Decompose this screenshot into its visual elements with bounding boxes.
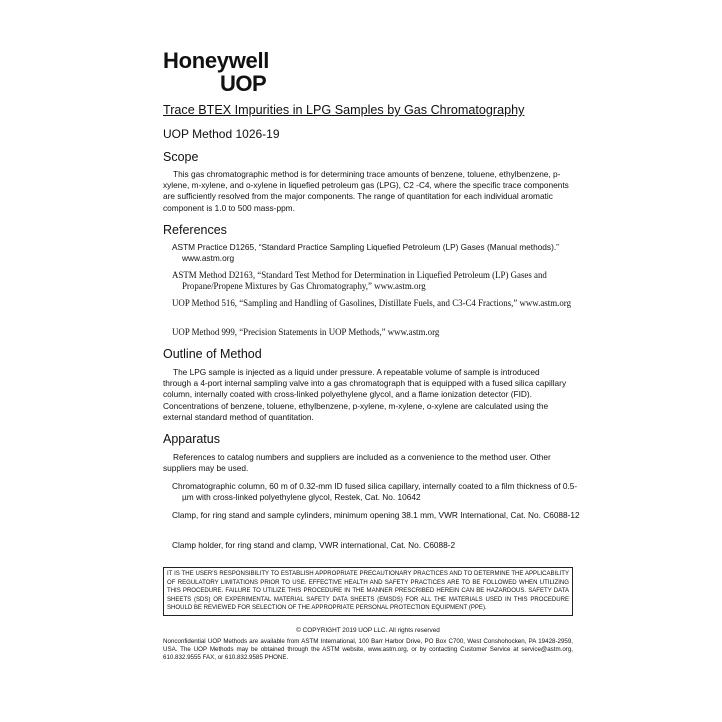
- reference-item: ASTM Method D2163, “Standard Test Method for Determination in Liquefied Petroleum (LP) Gases and Propane/Propene Mixtures by Gas Chromatography,” www.astm.org: [172, 270, 547, 292]
- outline-text: The LPG sample is injected as a liquid under pressure. A repeatable volume of sample is introduced through a 4-port internal sampling valve into a gas chromatograph that is equipped with a fused silica capillary column, internally coated with cross-linked polyethylene glycol, and a flame ionization detector (FID). Concentrations of benzene, toluene, ethylbenzene, p-xylene, m-xylene, o-xylene are calculated using the external standard method of quantitation.: [163, 367, 567, 422]
- reference-item: ASTM Practice D1265, “Standard Practice Sampling Liquefied Petroleum (LP) Gases (Manual methods).” www.astm.org: [172, 242, 559, 264]
- copyright-notice: © COPYRIGHT 2019 UOP LLC. All rights reserved: [296, 627, 440, 634]
- honeywell-uop-logo: [163, 50, 269, 95]
- apparatus-item: Chromatographic column, 60 m of 0.32-mm ID fused silica capillary, internally coated to a film thickness of 0.5-µm with cross-linked polyethylene glycol, Restek, Cat. No. 10642: [172, 481, 578, 503]
- apparatus-item: Clamp, for ring stand and sample cylinders, minimum opening 38.1 mm, VWR International, Cat. No. C6088-12: [172, 510, 580, 520]
- availability-footer: Nonconfidential UOP Methods are available from ASTM International, 100 Barr Harbor Drive, PO Box C700, West Conshohocken, PA 19428-2959, USA. The UOP Methods may be obtained through the ASTM website, www.astm.org, or by contacting Customer Service at service@astm.org, 610.832.9555 FAX, or 610.832.9585 PHONE.: [163, 638, 573, 662]
- references-heading: References: [163, 223, 227, 237]
- reference-item: UOP Method 516, “Sampling and Handling of Gasolines, Distillate Fuels, and C3-C4 Fractions,” www.astm.org: [172, 298, 572, 308]
- apparatus-heading: Apparatus: [163, 432, 220, 446]
- outline-heading: Outline of Method: [163, 347, 262, 361]
- scope-heading: Scope: [163, 150, 199, 164]
- logo-sub: UOP: [220, 71, 267, 96]
- logo-brand: Honeywell: [163, 48, 270, 73]
- document-title: Trace BTEX Impurities in LPG Samples by Gas Chromatography: [163, 103, 525, 117]
- apparatus-item: Clamp holder, for ring stand and clamp, VWR international, Cat. No. C6088-2: [172, 540, 456, 550]
- reference-item: UOP Method 999, “Precision Statements in UOP Methods,” www.astm.org: [172, 327, 440, 337]
- scope-text: This gas chromatographic method is for determining trace amounts of benzene, toluene, ethylbenzene, p-xylene, m-xylene, and o-xylene in liquefied petroleum gas (LPG), C2 -C4, where the specific trace components are sufficiently resolved from the major components. The range of quantitation for each individual aromatic component is 1.0 to 500 mass-ppm.: [163, 169, 569, 213]
- method-number: UOP Method 1026-19: [163, 127, 280, 141]
- safety-warning-box: IT IS THE USER'S RESPONSIBILITY TO ESTABLISH APPROPRIATE PRECAUTIONARY PRACTICES AND TO DETERMINE THE APPLICABILITY OF REGULATORY LIMITATIONS PRIOR TO USE. EFFECTIVE HEALTH AND SAFETY PRACTICES ARE TO BE FOLLOWED WHEN UTILIZING THIS PROCEDURE. FAILURE TO UTILIZE THIS PROCEDURE IN THE MANNER PRESCRIBED HEREIN CAN BE HAZARDOUS. SAFETY DATA SHEETS (SDS) OR EXPERIMENTAL MATERIAL SAFETY DATA SHEETS (EMSDS) FOR ALL THE MATERIALS USED IN THIS PROCEDURE SHOULD BE REVIEWED FOR SELECTION OF THE APPROPRIATE PERSONAL PROTECTION EQUIPMENT (PPE).: [163, 567, 573, 616]
- apparatus-intro: References to catalog numbers and suppliers are included as a convenience to the method user. Other suppliers may be used.: [163, 452, 551, 474]
